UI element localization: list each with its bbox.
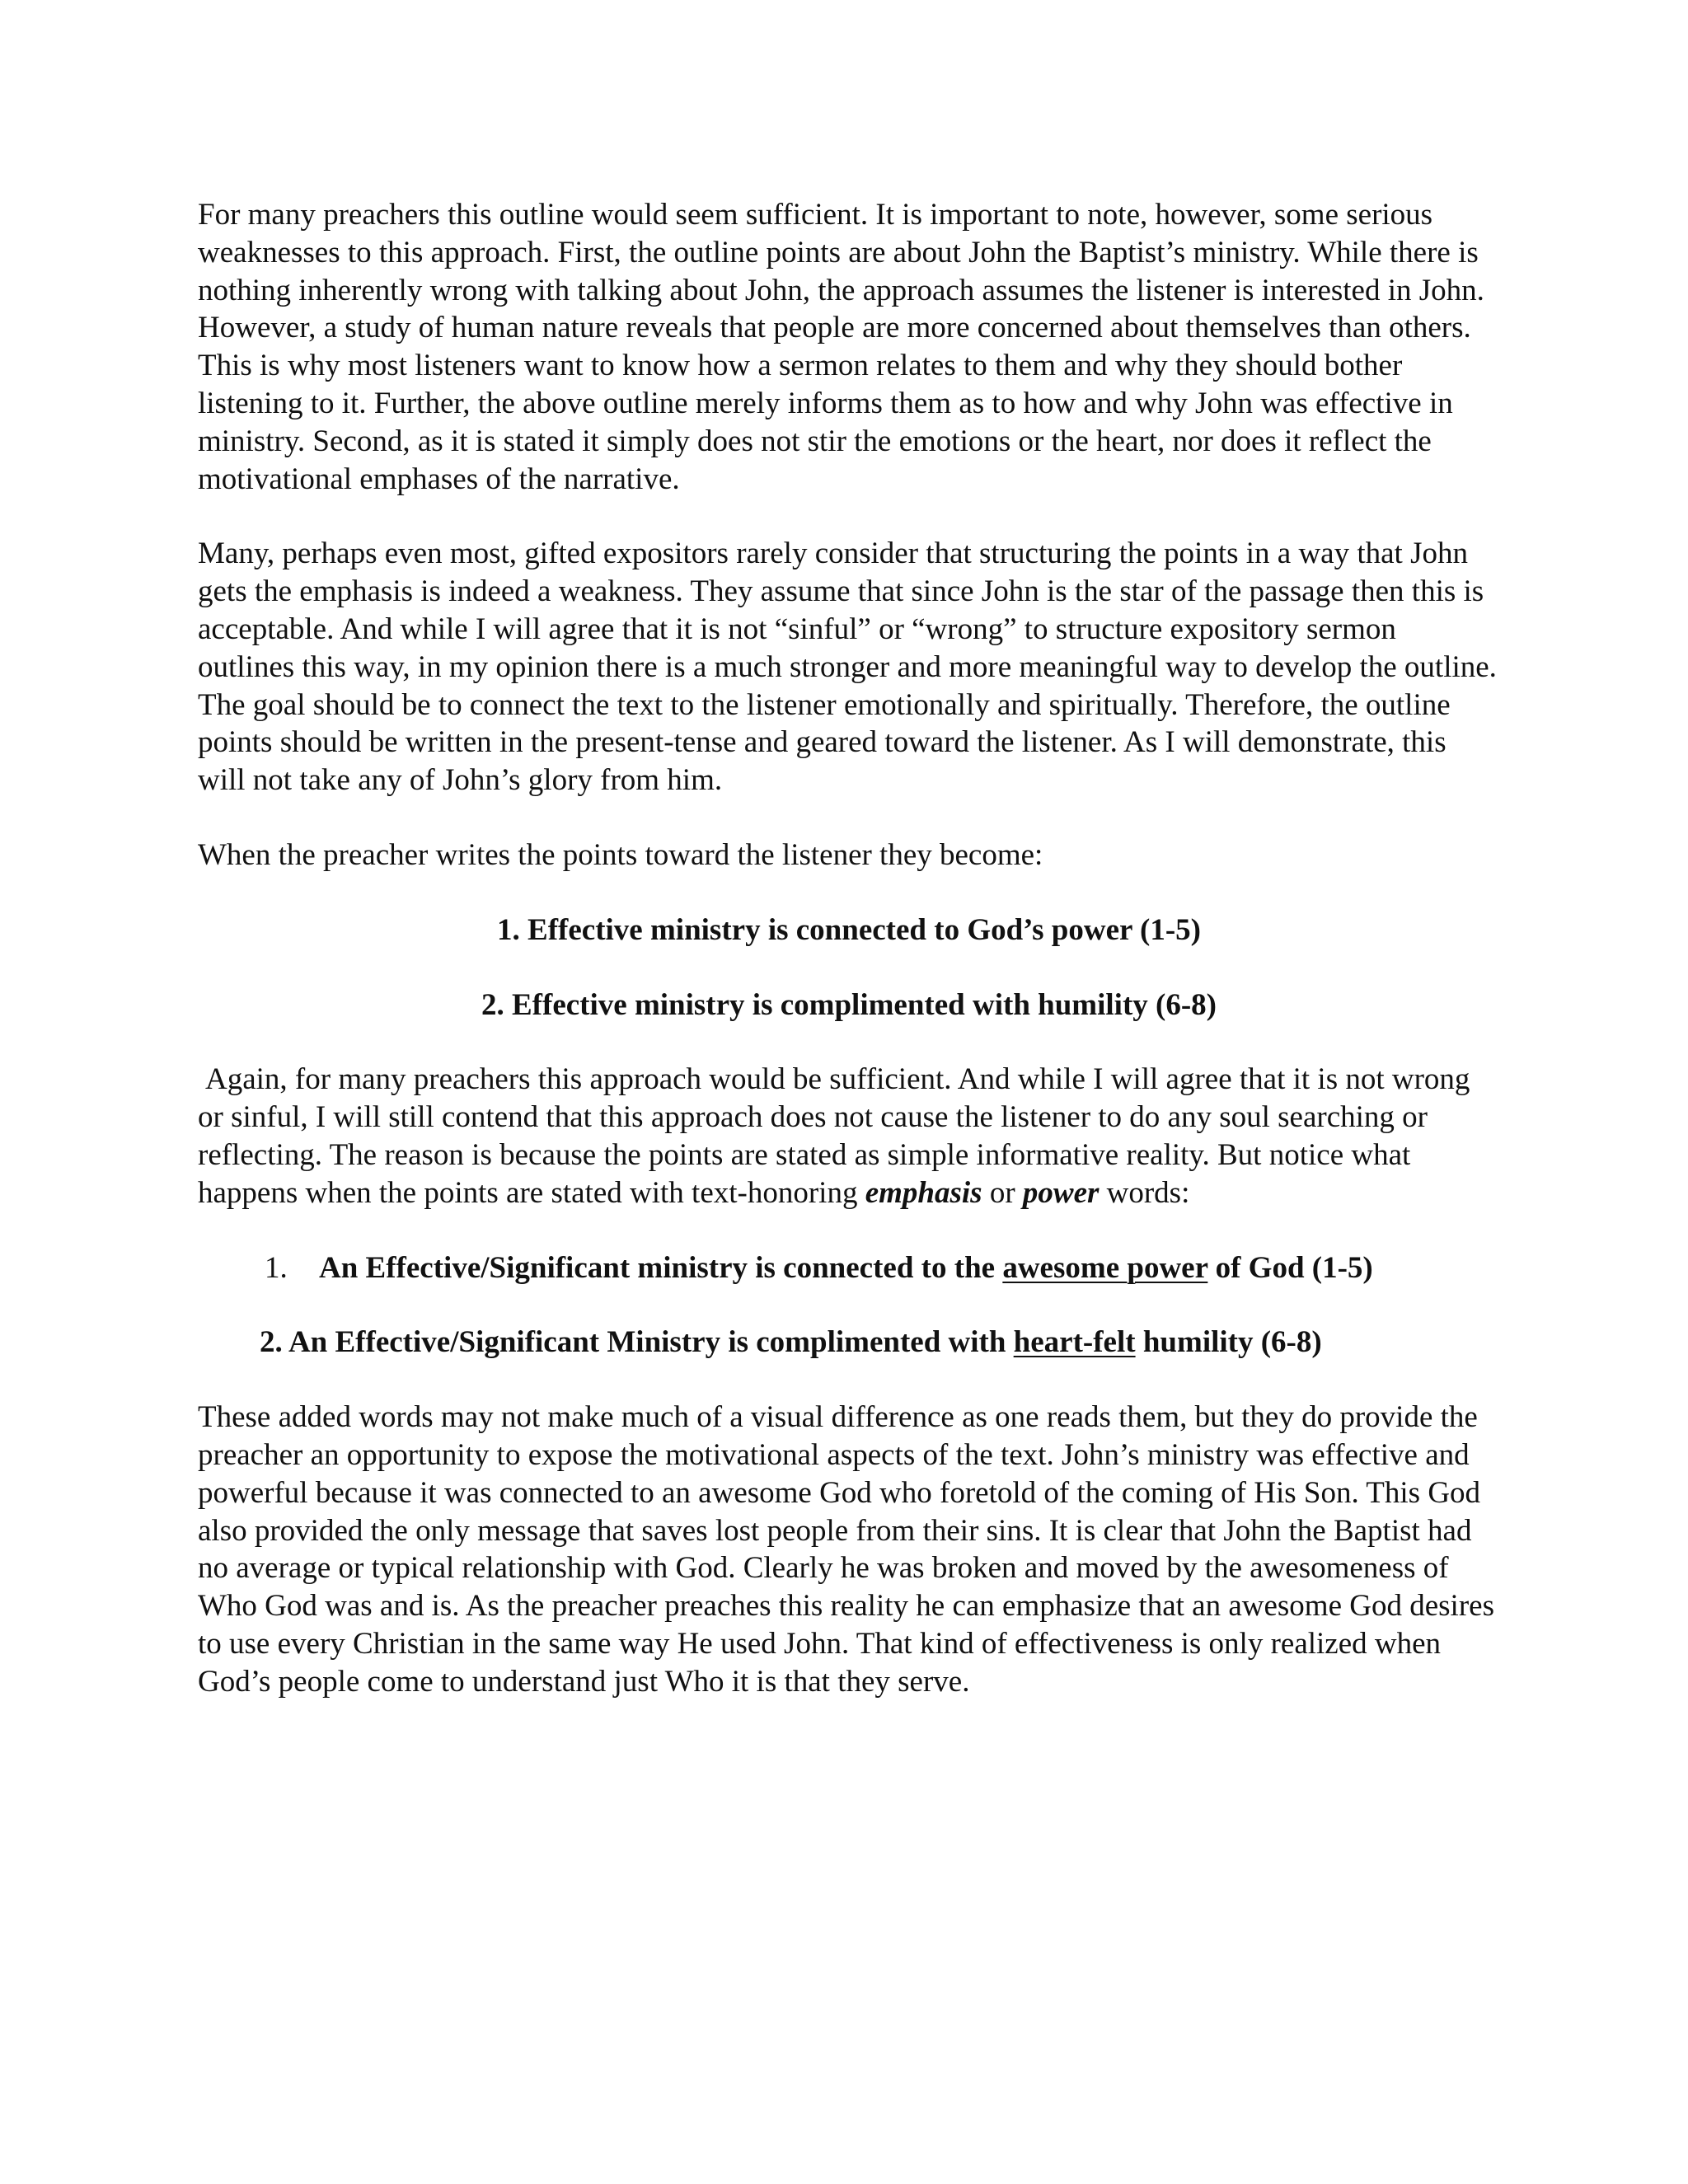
outline-b-item-2-post: humility (6-8) bbox=[1135, 1325, 1322, 1360]
paragraph-5: These added words may not make much of a visual difference as one reads them, but they do provide the preacher an opportunity to expose the motivational aspects of the text. John’s ministry was effective and powerful because it was connected to an awesome God who foretold of the coming of His Son. This God also provided the only message that saves lost people from their sins. It is clear that John the Baptist had no average or typical relationship with God. Clearly he was broken and moved by the awesomeness of Who God was and is. As the preacher preaches this reality he can emphasize that an awesome God desires to use every Christian in the same way He used John. That kind of effectiveness is only realized when God’s people come to understand just Who it is that they serve. bbox=[198, 1400, 1494, 1699]
paragraph-4 bbox=[198, 1061, 1500, 1212]
outline-b-item-1-number: 1. bbox=[265, 1250, 288, 1285]
paragraph-4-end: words: bbox=[1099, 1175, 1190, 1210]
paragraph-3: When the preacher writes the points toward the listener they become: bbox=[198, 837, 1043, 872]
outline-b-item-1 bbox=[198, 1249, 1500, 1287]
paragraph-1: For many preachers this outline would seem sufficient. It is important to note, however, some serious weaknesses to this approach. First, the outline points are about John the Baptist’s ministry. While there is nothing inherently wrong with talking about John, the approach assumes the listener is interested in John. However, a study of human nature reveals that people are more concerned about themselves than others. This is why most listeners want to know how a sermon relates to them and why they should bother listening to it. Further, the above outline merely informs them as to how and why John was effective in ministry. Second, as it is stated it simply does not stir the emotions or the heart, nor does it reflect the motivational emphases of the narrative. bbox=[198, 198, 1484, 496]
outline-a-item-2: 2. Effective ministry is complimented with humility (6-8) bbox=[481, 987, 1217, 1022]
paragraph-4-text: Again, for many preachers this approach would be sufficient. And while I will agree that it is not wrong or sinful, I will still contend that this approach does not cause the listener to do any soul searching or reflecting. The reason is because the points are stated as simple informative reality. But notice what happens when the points are stated with text-honoring bbox=[198, 1062, 1470, 1210]
paragraph-4-or: or bbox=[982, 1175, 1023, 1210]
outline-b-item-1-underlined: awesome power bbox=[1002, 1250, 1208, 1285]
outline-a-item-1: 1. Effective ministry is connected to God’s power (1-5) bbox=[497, 912, 1201, 947]
outline-b-item-1-post: of God (1-5) bbox=[1207, 1250, 1373, 1285]
emphasis-word: emphasis bbox=[865, 1175, 982, 1210]
page-content bbox=[198, 196, 1500, 1738]
outline-b-item-2-pre: 2. An Effective/Significant Ministry is complimented with bbox=[260, 1325, 1014, 1360]
power-word: power bbox=[1022, 1175, 1100, 1210]
paragraph-2: Many, perhaps even most, gifted expositors rarely consider that structuring the points in a way that John gets the emphasis is indeed a weakness. They assume that since John is the star of the passage then this is acceptable. And while I will agree that it is not “sinful” or “wrong” to structure expository sermon outlines this way, in my opinion there is a much stronger and more meaningful way to develop the outline. The goal should be to connect the text to the listener emotionally and spiritually. Therefore, the outline points should be written in the present-tense and geared toward the listener. As I will demonstrate, this will not take any of John’s glory from him. bbox=[198, 537, 1497, 798]
outline-b-item-1-pre: An Effective/Significant ministry is connected to the bbox=[319, 1250, 1003, 1285]
outline-b-item-2-underlined: heart-felt bbox=[1013, 1325, 1136, 1360]
outline-b-item-2 bbox=[198, 1324, 1500, 1361]
